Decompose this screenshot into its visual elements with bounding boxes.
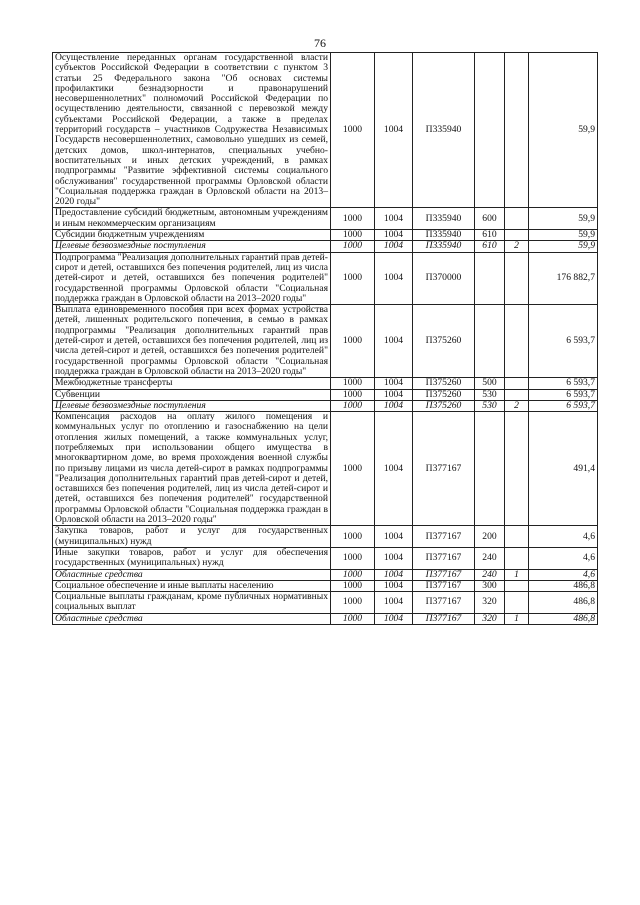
row-section-code: 1004 [375,412,413,526]
row-funding-source [505,412,529,526]
row-ved-code: 1000 [331,547,375,569]
row-amount: 4,6 [529,569,598,580]
row-funding-source [505,208,529,230]
row-name: Областные средства [53,569,331,580]
row-ved-code: 1000 [331,526,375,548]
row-target-article: П375260 [413,378,475,389]
row-amount: 176 882,7 [529,252,598,304]
row-name: Социальное обеспечение и иные выплаты населению [53,580,331,591]
row-funding-source [505,53,529,208]
row-section-code: 1004 [375,547,413,569]
row-amount: 6 593,7 [529,400,598,411]
table-row [53,378,598,389]
budget-table [52,52,598,625]
row-amount: 486,8 [529,592,598,614]
row-expense-type [475,53,505,208]
row-name: Осуществление переданных органам государственной власти субъектов Российской Федерации в соответствии с пунктом 3 статьи 25 Федерального закона "Об основах системы профилактики безнадзорности и правонарушений несовершеннолетних" полномочий Российской Федерации по осуществлению деятельности, связанной с перевозкой между субъектами Российской Федерации, а также в пределах территорий государств – участников Содружества Независимых Государств несовершеннолетних, самовольно ушедших из семей, детских домов, школ-интернатов, специальных учебно-воспитательных и иных детских учреждений, в рамках подпрограммы "Развитие эффективной системы социального обслуживания" государственной программы Орловской области "Социальная поддержка граждан в Орловской области на 2013–2020 годы" [53,53,331,208]
table-row [53,400,598,411]
table-row [53,412,598,526]
table-row [53,230,598,241]
row-section-code: 1004 [375,613,413,624]
row-funding-source [505,252,529,304]
row-funding-source [505,389,529,400]
row-funding-source: 2 [505,241,529,252]
row-section-code: 1004 [375,208,413,230]
row-funding-source: 1 [505,569,529,580]
row-expense-type [475,305,505,378]
row-expense-type: 300 [475,580,505,591]
row-ved-code: 1000 [331,592,375,614]
table-row [53,547,598,569]
row-section-code: 1004 [375,252,413,304]
row-amount: 486,8 [529,580,598,591]
row-section-code: 1004 [375,389,413,400]
row-expense-type: 530 [475,400,505,411]
row-name: Предоставление субсидий бюджетным, автономным учреждениям и иным некоммерческим организациям [53,208,331,230]
row-name: Целевые безвозмездные поступления [53,241,331,252]
row-target-article: П375260 [413,305,475,378]
row-funding-source [505,526,529,548]
row-target-article: П377167 [413,569,475,580]
row-ved-code: 1000 [331,305,375,378]
row-name: Субвенции [53,389,331,400]
row-expense-type: 200 [475,526,505,548]
row-ved-code: 1000 [331,53,375,208]
row-amount: 4,6 [529,547,598,569]
row-name: Подпрограмма "Реализация дополнительных гарантий прав детей-сирот и детей, оставшихся без попечения родителей, лиц из числа детей-сирот и детей, оставшихся без попечения родителей" государственной программы Орловской области "Социальная поддержка граждан в Орловской области на 2013–2020 годы" [53,252,331,304]
row-target-article: П370000 [413,252,475,304]
row-ved-code: 1000 [331,412,375,526]
table-row [53,389,598,400]
row-ved-code: 1000 [331,230,375,241]
row-section-code: 1004 [375,378,413,389]
row-funding-source: 2 [505,400,529,411]
row-name: Субсидии бюджетным учреждениям [53,230,331,241]
row-name: Иные закупки товаров, работ и услуг для обеспечения государственных (муниципальных) нужд [53,547,331,569]
page-number: 76 [314,36,326,50]
row-expense-type: 320 [475,592,505,614]
table-row [53,53,598,208]
row-ved-code: 1000 [331,580,375,591]
row-ved-code: 1000 [331,389,375,400]
row-section-code: 1004 [375,53,413,208]
row-name: Межбюджетные трансферты [53,378,331,389]
row-target-article: П335940 [413,230,475,241]
row-funding-source: 1 [505,613,529,624]
row-funding-source [505,547,529,569]
row-section-code: 1004 [375,241,413,252]
row-funding-source [505,305,529,378]
row-amount: 59,9 [529,241,598,252]
row-name: Целевые безвозмездные поступления [53,400,331,411]
row-target-article: П377167 [413,547,475,569]
row-expense-type: 610 [475,230,505,241]
row-section-code: 1004 [375,580,413,591]
row-ved-code: 1000 [331,613,375,624]
row-expense-type: 240 [475,569,505,580]
row-target-article: П375260 [413,389,475,400]
table-row [53,613,598,624]
row-target-article: П377167 [413,592,475,614]
row-amount: 6 593,7 [529,378,598,389]
row-expense-type: 610 [475,241,505,252]
table-row [53,580,598,591]
table-row [53,208,598,230]
row-ved-code: 1000 [331,252,375,304]
row-expense-type: 320 [475,613,505,624]
row-amount: 59,9 [529,230,598,241]
table-row [53,252,598,304]
table-row [53,241,598,252]
row-funding-source [505,378,529,389]
row-section-code: 1004 [375,305,413,378]
row-target-article: П377167 [413,613,475,624]
row-ved-code: 1000 [331,400,375,411]
row-expense-type [475,412,505,526]
row-target-article: П335940 [413,241,475,252]
row-section-code: 1004 [375,230,413,241]
row-funding-source [505,230,529,241]
row-section-code: 1004 [375,526,413,548]
row-name: Социальные выплаты гражданам, кроме публичных нормативных социальных выплат [53,592,331,614]
row-section-code: 1004 [375,400,413,411]
row-name: Выплата единовременного пособия при всех формах устройства детей, лишенных родительского попечения, в семью в рамках подпрограммы "Реализация дополнительных гарантий прав детей-сирот и детей, оставшихся без попечения родителей, лиц из числа детей-сирот и детей, оставшихся без попечения родителей" государственной программы Орловской области "Социальная поддержка граждан в Орловской области на 2013–2020 годы" [53,305,331,378]
row-amount: 4,6 [529,526,598,548]
row-ved-code: 1000 [331,208,375,230]
row-expense-type: 530 [475,389,505,400]
row-name: Закупка товаров, работ и услуг для государственных (муниципальных) нужд [53,526,331,548]
row-target-article: П377167 [413,412,475,526]
row-ved-code: 1000 [331,378,375,389]
row-amount: 59,9 [529,208,598,230]
row-expense-type: 600 [475,208,505,230]
row-name: Областные средства [53,613,331,624]
row-amount: 486,8 [529,613,598,624]
row-amount: 491,4 [529,412,598,526]
row-section-code: 1004 [375,569,413,580]
row-ved-code: 1000 [331,241,375,252]
row-ved-code: 1000 [331,569,375,580]
row-target-article: П375260 [413,400,475,411]
row-expense-type: 240 [475,547,505,569]
row-expense-type: 500 [475,378,505,389]
table-row [53,569,598,580]
row-amount: 6 593,7 [529,305,598,378]
row-amount: 6 593,7 [529,389,598,400]
row-funding-source [505,592,529,614]
row-amount: 59,9 [529,53,598,208]
row-target-article: П335940 [413,53,475,208]
row-target-article: П377167 [413,526,475,548]
row-target-article: П377167 [413,580,475,591]
row-expense-type [475,252,505,304]
row-funding-source [505,580,529,591]
row-section-code: 1004 [375,592,413,614]
table-row [53,305,598,378]
row-target-article: П335940 [413,208,475,230]
row-name: Компенсация расходов на оплату жилого помещения и коммунальных услуг по отоплению и газоснабжению на цели отопления жилых помещений, а также коммунальных услуг, потребляемых при использовании общего имущества в многоквартирном доме, во время прохождения военной службы по призыву лицами из числа детей-сирот в рамках подпрограммы "Реализация дополнительных гарантий прав детей-сирот и детей, оставшихся без попечения родителей, лиц из числа детей-сирот и детей, оставшихся без попечения родителей" государственной программы Орловской области "Социальная поддержка граждан в Орловской области на 2013–2020 годы" [53,412,331,526]
table-row [53,592,598,614]
table-row [53,526,598,548]
